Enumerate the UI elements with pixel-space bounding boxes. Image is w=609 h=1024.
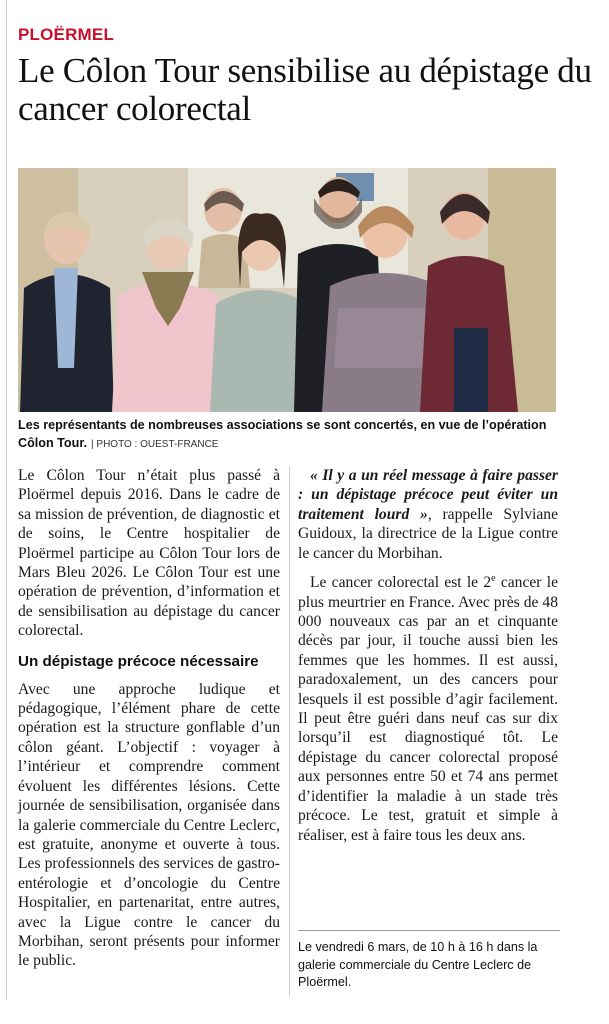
- stats-superscript: e: [491, 573, 496, 585]
- photo-credit: | PHOTO : OUEST-FRANCE: [91, 439, 219, 450]
- subheading: Un dépistage précoce nécessaire: [18, 652, 259, 670]
- event-info-box: Le vendredi 6 mars, de 10 h à 16 h dans la galerie commerciale du Centre Leclerc de Ploërmel.: [298, 930, 560, 992]
- group-photo: [18, 168, 556, 412]
- article-column-2: [298, 466, 558, 845]
- caption-text: Les représentants de nombreuses associations se sont concertés, en vue de l’opération Côlon Tour.: [18, 418, 547, 450]
- paragraph-statistics: [298, 569, 558, 845]
- quote-text: « Il y a un réel message à faire passer : un dépistage précoce peut éviter un traitement lourd »: [298, 467, 558, 523]
- paragraph-quote: [298, 466, 558, 563]
- quote-attribution: , rappelle Sylviane Guidoux, la directrice de la Ligue contre le cancer du Morbihan.: [298, 505, 558, 562]
- stats-text-start: Le cancer colorectal est le 2: [310, 574, 492, 592]
- headline: Le Côlon Tour sensibilise au dépistage du cancer colorectal: [18, 51, 592, 128]
- paragraph-intro: Le Côlon Tour n’était plus passé à Ploërmel depuis 2016. Dans le cadre de sa mission de prévention, de diagnostic et de soins, le Centre hospitalier de Ploërmel participe au Côlon Tour lors de Mars Bleu 2026. Le Côlon Tour est une opération de prévention, d’information et de sensibilisation au dépistage du cancer colorectal.: [18, 467, 280, 640]
- article-column-1: [18, 466, 280, 971]
- photo-caption: [18, 416, 578, 454]
- paragraph-approach: Avec une approche ludique et pédagogique, l’élément phare de cette opération est la structure gonflable d’un côlon géant. L’objectif : voyager à l’intérieur et comprendre comment évoluent les différentes lésions. Cette journée de sensibilisation, organisée dans la galerie commerciale du Centre Leclerc, est gratuite, anonyme et ouverte à tous. Les professionnels des services de gastro-entérologie et d’oncologie du Centre Hospitalier, en partenaritat, entre autres, avec la Ligue contre le cancer du Morbihan, seront présents pour informer le public.: [18, 680, 280, 970]
- page-left-rule: [6, 0, 7, 1000]
- column-separator: [289, 466, 290, 996]
- stats-text-rest: cancer le plus meurtrier en France. Avec près de 48 000 nouveaux cas par an et cinquante décès par jour, il touche aussi bien les femmes que les hommes. Il est aussi, paradoxalement, un des cancers pour lesquels il est possible d’agir facilement. Il peut être guéri dans neuf cas sur dix lorsqu’il est diagnostiqué tôt. Le dépistage du cancer colorectal proposé aux personnes entre 50 et 74 ans permet d’identifier la maladie à un stade très précoce. Le test, gratuit et simple à réaliser, est à faire tous les deux ans.: [298, 574, 558, 844]
- kicker-location: PLOËRMEL: [18, 25, 115, 44]
